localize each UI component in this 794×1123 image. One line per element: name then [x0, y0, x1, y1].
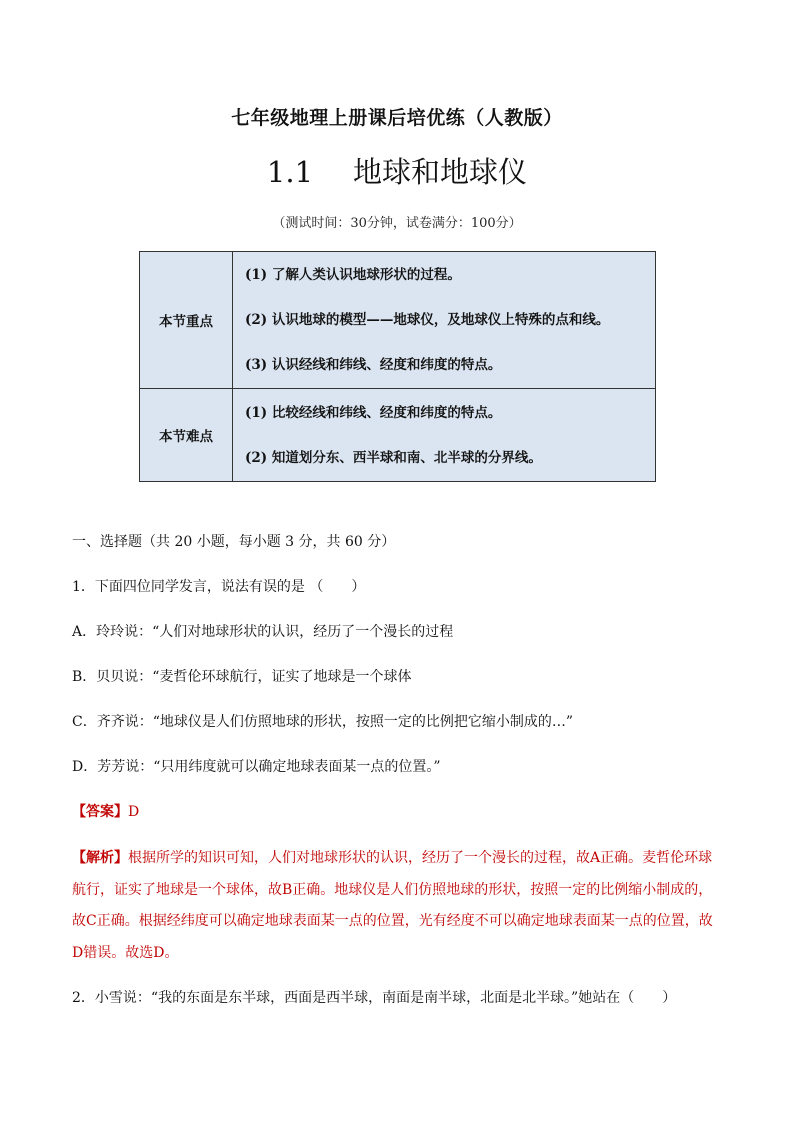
key-point-item: (1) 了解人类认识地球形状的过程。 [245, 267, 461, 283]
difficult-point-item: (2) 知道划分东、西半球和南、北半球的分界线。 [245, 449, 542, 466]
analysis-tag: 【解析】 [72, 850, 128, 866]
series-title: 七年级地理上册课后培优练（人教版） [231, 107, 563, 129]
difficult-point-item: (1) 比较经线和纬线、经度和纬度的特点。 [245, 404, 502, 421]
key-points-table [139, 251, 656, 482]
answer-value: D [128, 804, 140, 820]
key-point-item: (2) 认识地球的模型——地球仪，及地球仪上特殊的点和线。 [245, 312, 610, 328]
answer-tag: 【答案】 [72, 804, 128, 820]
key-points-row [140, 252, 656, 389]
difficult-points-list [233, 389, 656, 482]
analysis-text: 根据所学的知识可知，人们对地球形状的认识，经历了一个漫长的过程，故A正确。麦哲伦环球航行，证实了地球是一个球体，故B正确。地球仪是人们仿照地球的形状，按照一定的比例缩小制成的，故C正确。根据经纬度可以确定地球表面某一点的位置，光有经度不可以确定地球表面某一点的位置，故D错误。故选D。 [72, 850, 713, 961]
key-points-list [233, 252, 656, 389]
question-1-answer [72, 801, 139, 821]
key-points-label: 本节重点 [140, 252, 233, 389]
question-1-option-a: A．玲玲说：“人们对地球形状的认识，经历了一个漫长的过程 [72, 624, 454, 640]
question-1-option-d: D．芳芳说：“只用纬度就可以确定地球表面某一点的位置。” [72, 759, 441, 775]
difficult-points-label: 本节难点 [140, 389, 233, 482]
key-point-item: (3) 认识经线和纬线、经度和纬度的特点。 [245, 357, 502, 373]
lesson-name: 地球和地球仪 [353, 155, 528, 189]
exam-info: （测试时间：30分钟，试卷满分：100分） [272, 216, 522, 231]
difficult-points-row [140, 389, 656, 482]
section-heading: 一、选择题（共 20 小题，每小题 3 分，共 60 分） [72, 534, 396, 550]
lesson-number: 1.1 [266, 155, 314, 189]
question-1-analysis [72, 843, 722, 969]
question-1-option-c: C．齐齐说：“地球仪是人们仿照地球的形状，按照一定的比例把它缩小制成的…” [72, 714, 574, 730]
question-2-stem: 2．小雪说：“我的东面是东半球，西面是西半球，南面是南半球，北面是北半球。”她站在（ ） [72, 990, 677, 1006]
lesson-title [0, 150, 794, 191]
question-1-option-b: B．贝贝说：“麦哲伦环球航行，证实了地球是一个球体 [72, 669, 412, 685]
question-1-stem: 1．下面四位同学发言，说法有误的是 （ ） [72, 579, 366, 595]
